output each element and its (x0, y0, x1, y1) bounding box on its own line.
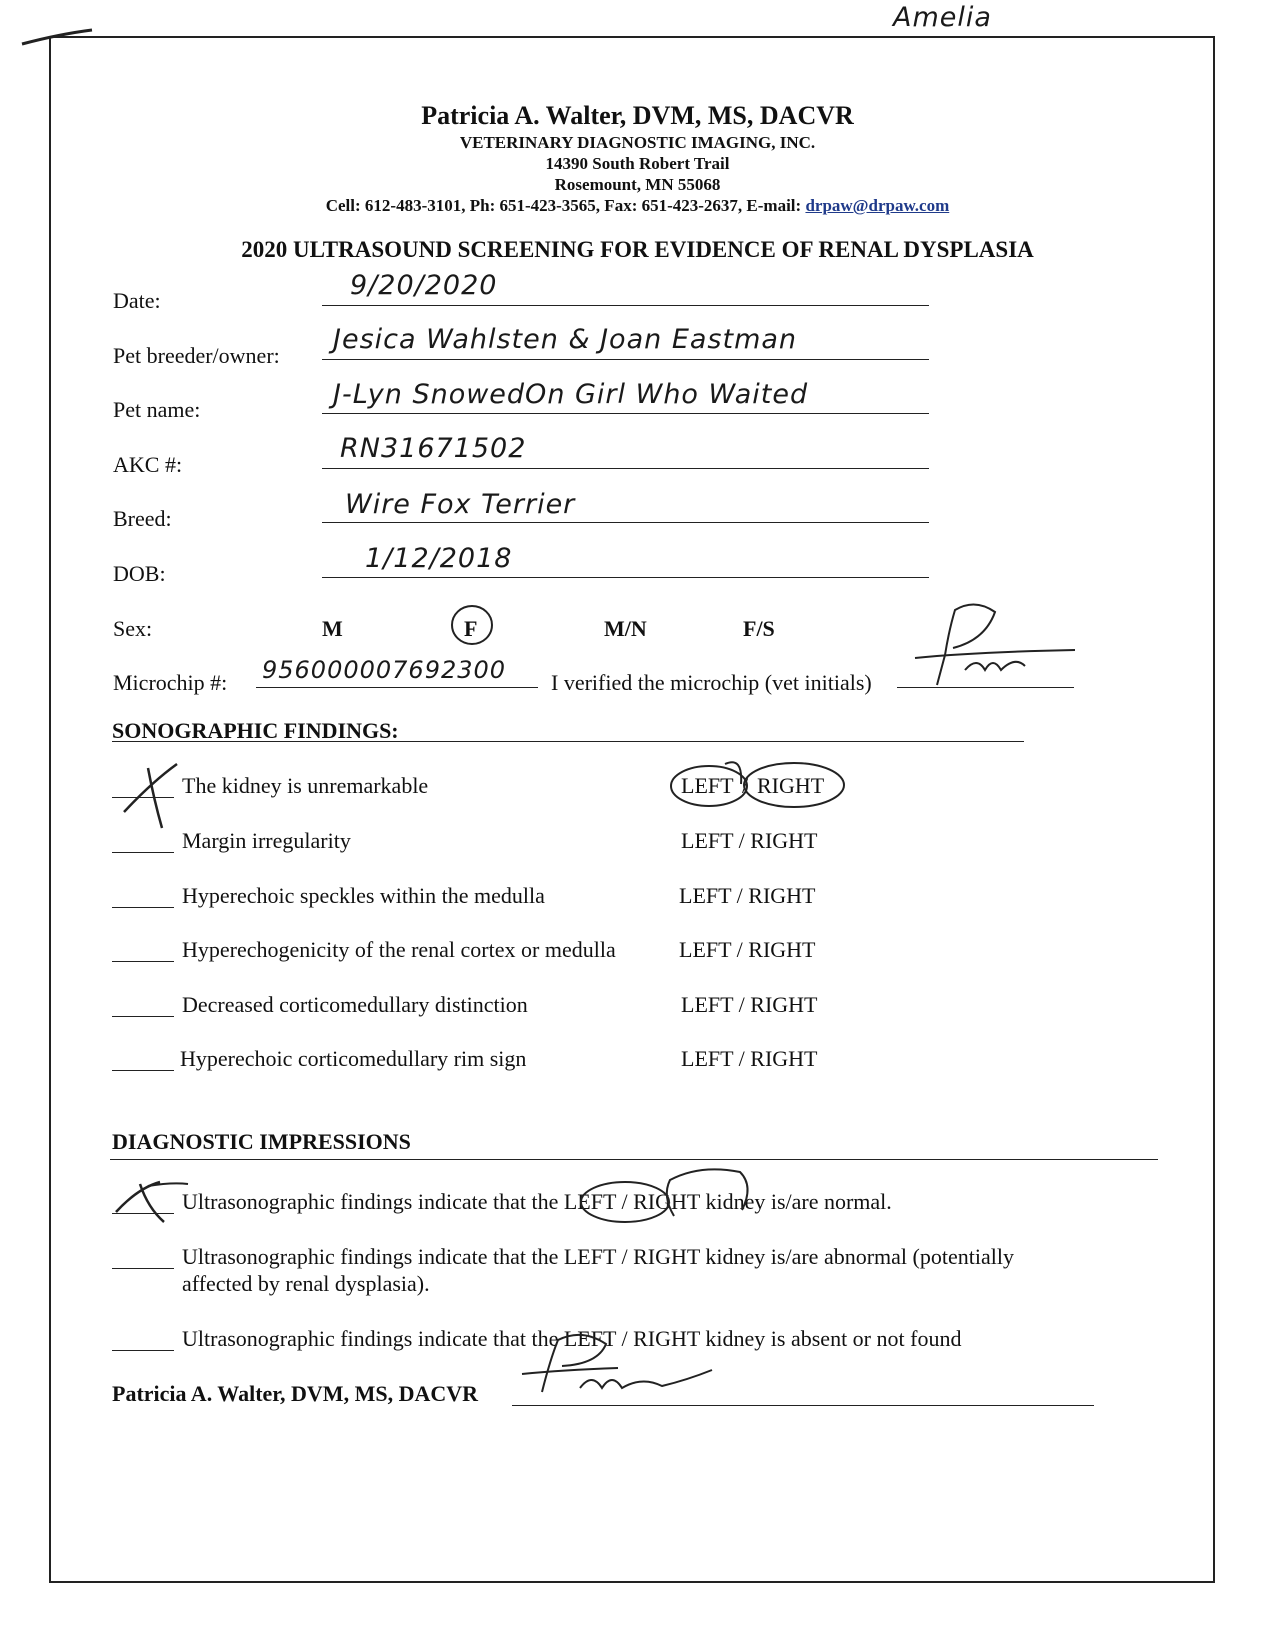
finding-4-left-right[interactable]: LEFT / RIGHT (679, 937, 816, 962)
akc-value: RN31671502 (340, 433, 527, 464)
impression-2-text-line2: affected by renal dysplasia). (182, 1271, 430, 1296)
impression-1-post: kidney is/are normal. (699, 1189, 892, 1214)
header-address1: 14390 South Robert Trail (545, 154, 730, 173)
signature-label: Patricia A. Walter, DVM, MS, DACVR (112, 1381, 479, 1406)
sex-option-fs[interactable]: F/S (743, 616, 775, 641)
microchip-verify-text: I verified the microchip (vet initials) (551, 670, 872, 695)
finding-3-blank[interactable] (112, 907, 174, 908)
microchip-value: 956000007692300 (262, 656, 507, 684)
finding-1-left[interactable]: LEFT (681, 773, 734, 798)
finding-6-blank[interactable] (112, 1070, 174, 1071)
impression-1-check-mark (112, 1178, 192, 1228)
finding-2-blank[interactable] (112, 852, 174, 853)
sonographic-heading-rule (112, 741, 1024, 742)
corner-note: Amelia (893, 2, 992, 33)
akc-underline (322, 468, 929, 469)
breed-label: Breed: (113, 506, 172, 531)
finding-4-blank[interactable] (112, 961, 174, 962)
header-name: Patricia A. Walter, DVM, MS, DACVR (421, 101, 854, 130)
breed-underline (322, 522, 929, 523)
finding-1-right-circle-mark (742, 758, 852, 814)
pet-name-value: J-Lyn SnowedOn Girl Who Waited (333, 379, 809, 410)
header-contact-text: Cell: 612-483-3101, Ph: 651-423-3565, Fax: 651-423-2637, E-mail: (325, 196, 806, 215)
microchip-underline (256, 687, 538, 688)
breed-value: Wire Fox Terrier (345, 489, 576, 520)
impression-1-right-circle-mark (660, 1166, 760, 1226)
finding-1-slash: / (742, 773, 749, 798)
akc-label: AKC #: (113, 452, 183, 477)
owner-label: Pet breeder/owner: (113, 343, 280, 368)
sex-label: Sex: (113, 616, 153, 641)
sex-option-m[interactable]: M (322, 616, 343, 641)
finding-1-right[interactable]: RIGHT (757, 773, 825, 798)
finding-5-blank[interactable] (112, 1016, 174, 1017)
pet-name-underline (322, 413, 929, 414)
finding-2-left-right[interactable]: LEFT / RIGHT (681, 828, 818, 853)
finding-4-text: Hyperechogenicity of the renal cortex or medulla (182, 937, 616, 962)
finding-5-left-right[interactable]: LEFT / RIGHT (681, 992, 818, 1017)
finding-5-text: Decreased corticomedullary distinction (182, 992, 528, 1017)
impression-3-text: Ultrasonographic findings indicate that the LEFT / RIGHT kidney is absent or not found (182, 1326, 962, 1351)
owner-value: Jesica Wahlsten & Joan Eastman (333, 324, 798, 355)
header-address2: Rosemount, MN 55068 (554, 175, 721, 194)
impressions-heading: DIAGNOSTIC IMPRESSIONS (112, 1129, 411, 1154)
sex-f-circle-mark (447, 602, 497, 648)
impression-2-blank[interactable] (112, 1268, 174, 1269)
header-contact (0, 196, 1275, 216)
sex-option-mn[interactable]: M/N (604, 616, 647, 641)
date-value: 9/20/2020 (350, 270, 498, 301)
dob-underline (322, 577, 929, 578)
impressions-heading-rule (110, 1159, 1158, 1160)
date-label: Date: (113, 288, 161, 313)
impression-3-blank[interactable] (112, 1350, 174, 1351)
date-underline (322, 305, 929, 306)
header-company: VETERINARY DIAGNOSTIC IMAGING, INC. (459, 133, 816, 152)
finding-6-text: Hyperechoic corticomedullary rim sign (180, 1046, 527, 1071)
dob-value: 1/12/2018 (365, 543, 513, 574)
dob-label: DOB: (113, 561, 166, 586)
finding-3-text: Hyperechoic speckles within the medulla (182, 883, 545, 908)
finding-1-text: The kidney is unremarkable (182, 773, 429, 798)
signature-mark (522, 1330, 722, 1410)
microchip-label: Microchip #: (113, 670, 228, 695)
finding-3-left-right[interactable]: LEFT / RIGHT (679, 883, 816, 908)
impression-1-right[interactable]: RIGHT (633, 1189, 700, 1214)
finding-6-left-right[interactable]: LEFT / RIGHT (681, 1046, 818, 1071)
header-email-link[interactable]: drpaw@drpaw.com (805, 196, 950, 215)
finding-2-text: Margin irregularity (182, 828, 351, 853)
vet-initials-signature (915, 600, 1075, 690)
form-title: 2020 ULTRASOUND SCREENING FOR EVIDENCE OF RENAL DYSPLASIA (241, 237, 1034, 262)
impression-1-slash: / (616, 1189, 634, 1214)
sex-option-f[interactable]: F (464, 616, 478, 641)
sonographic-heading: SONOGRAPHIC FINDINGS: (112, 718, 399, 743)
impression-1-pre: Ultrasonographic findings indicate that the (182, 1189, 564, 1214)
owner-underline (322, 359, 929, 360)
impression-2-text-line1: Ultrasonographic findings indicate that the LEFT / RIGHT kidney is/are abnormal (potentially (182, 1244, 1014, 1269)
impression-1-text (182, 1189, 892, 1215)
impression-1-left[interactable]: LEFT (563, 1189, 616, 1214)
pet-name-label: Pet name: (113, 397, 201, 422)
